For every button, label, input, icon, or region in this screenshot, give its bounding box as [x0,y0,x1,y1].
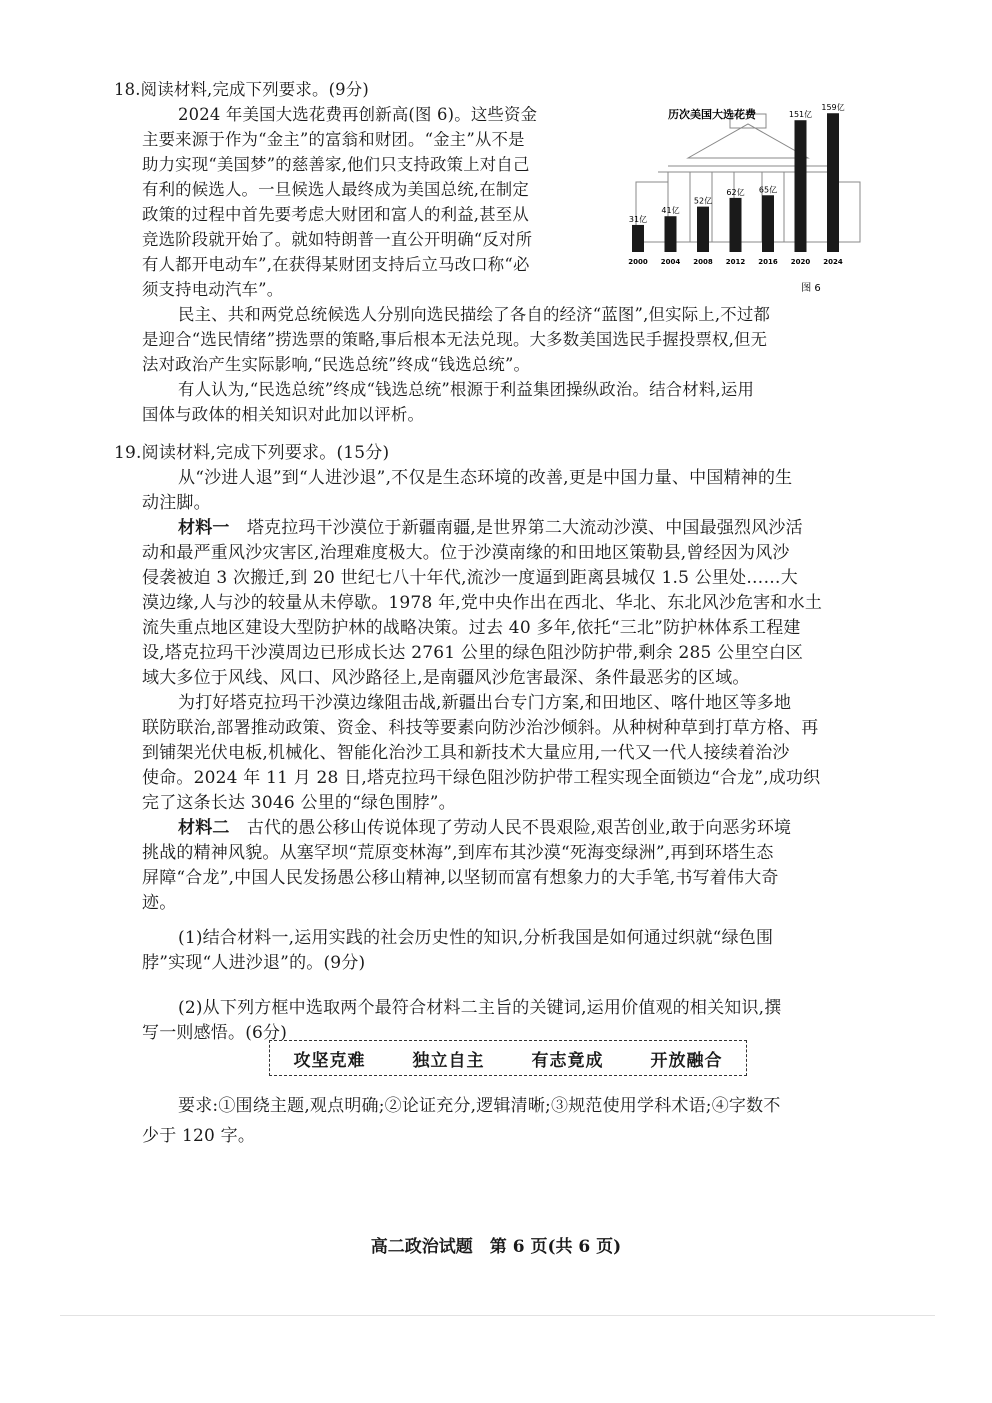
q19-line: 从“沙进人退”到“人进沙退”,不仅是生态环境的改善,更是中国力量、中国精神的生 [178,468,793,488]
q19-line: 动注脚。 [142,493,211,513]
q19-sub2-line: (2)从下列方框中选取两个最符合材料二主旨的关键词,运用价值观的相关知识,撰 [178,998,782,1018]
chart-x-tick-label: 2012 [725,258,746,266]
keyword-box [269,1040,747,1076]
q19-line: 流失重点地区建设大型防护林的战略决策。过去 40 多年,依托“三北”防护林体系工程建 [142,618,801,638]
q18-line: 竞选阶段就开始了。就如特朗普一直公开明确“反对所 [142,230,533,249]
q18-line: 须支持电动汽车”。 [142,280,284,299]
chart-data-label: 65亿 [758,185,778,195]
q18-line: 2024 年美国大选花费再创新高(图 6)。这些资金 [178,105,538,124]
bottom-divider [60,1315,935,1316]
chart-bar [827,113,839,252]
keyword-item: 有志竟成 [531,1050,604,1071]
q19-requirement-line: 要求:①围绕主题,观点明确;②论证充分,逻辑清晰;③规范使用学科术语;④字数不 [178,1096,781,1116]
q18-line: 民主、共和两党总统候选人分别向选民描绘了各自的经济“蓝图”,但实际上,不过都 [178,305,771,324]
q18-line: 政策的过程中首先要考虑大财团和富人的利益,甚至从 [142,205,529,224]
q19-line: 到铺架光伏电板,机械化、智能化治沙工具和新技术大量应用,一代又一代人接续着治沙 [142,743,790,763]
q19-line: 漠边缘,人与沙的较量从未停歇。1978 年,党中央作出在西北、华北、东北风沙危害和水土 [142,593,823,613]
q19-sub1-line: (1)结合材料一,运用实践的社会历史性的知识,分析我国是如何通过织就“绿色围 [178,928,774,948]
chart-caption: 图 6 [801,283,821,294]
chart-canvas [628,100,868,320]
chart-data-label: 31亿 [628,214,648,224]
q19-material2-line [178,816,791,841]
q18-prompt-line: 国体与政体的相关知识对此加以评析。 [142,405,425,424]
material2-label: 材料二 [178,818,230,838]
q18-heading: 18.阅读材料,完成下列要求。(9分) [114,80,369,99]
q19-line: 设,塔克拉玛干沙漠周边已形成长达 2761 公里的绿色阻沙防护带,剩余 285 公里空白区 [142,643,804,663]
q19-heading: 19.阅读材料,完成下列要求。(15分) [114,443,390,463]
chart-x-tick-label: 2024 [823,258,843,266]
q19-line: 域大多位于风线、风口、风沙路径上,是南疆风沙危害最深、条件最恶劣的区域。 [142,668,750,688]
chart-data-label: 62亿 [726,187,745,197]
chart-x-tick-label: 2020 [790,258,811,266]
q19-line: 联防联治,部署推动政策、资金、科技等要素向防沙治沙倾斜。从种树种草到打草方格、再 [142,718,819,738]
q18-line: 是迎合“选民情绪”捞选票的策略,事后根本无法兑现。大多数美国选民手握投票权,但无 [142,330,768,349]
election-spending-chart [628,100,868,320]
material1-label: 材料一 [178,518,230,538]
chart-x-tick-labels [628,258,843,266]
q19-line: 侵袭被迫 3 次搬迁,到 20 世纪七八十年代,流沙一度逼到距离县城仅 1.5 公里处……大 [142,568,798,588]
page-footer: 高二政治试题 第 6 页(共 6 页) [370,1237,622,1257]
q18-line: 有人都开电动车”,在获得某财团支持后立马改口称“必 [142,255,530,274]
chart-data-label: 159亿 [821,103,845,113]
q18-line: 主要来源于作为“金主”的富翁和财团。“金主”从不是 [142,130,525,149]
chart-bar [730,198,742,252]
keyword-item: 开放融合 [650,1050,723,1071]
chart-bar [795,120,807,252]
q19-line-text: 塔克拉玛干沙漠位于新疆南疆,是世界第二大流动沙漠、中国最强烈风沙活 [246,518,803,538]
chart-bar [632,225,644,252]
q19-line: 迹。 [142,893,177,913]
chart-data-label: 52亿 [693,196,713,206]
q19-sub2-line: 写一则感悟。(6分) [142,1023,288,1043]
keyword-item: 攻坚克难 [293,1050,366,1071]
q19-line: 使命。2024 年 11 月 28 日,塔克拉玛干绿色阻沙防护带工程实现全面锁边“合龙”,成功织 [142,768,821,788]
q19-line: 为打好塔克拉玛干沙漠边缘阻击战,新疆出台专门方案,和田地区、喀什地区等多地 [178,693,792,713]
chart-bar [762,195,774,252]
q19-line-text: 古代的愚公移山传说体现了劳动人民不畏艰险,艰苦创业,敢于向恶劣环境 [246,818,792,838]
chart-x-tick-label: 2000 [628,258,648,266]
chart-bars [632,113,839,252]
chart-x-tick-label: 2004 [660,258,681,266]
q19-line: 屏障“合龙”,中国人民发扬愚公移山精神,以坚韧而富有想象力的大手笔,书写着伟大奇 [142,868,779,888]
q19-line: 挑战的精神风貌。从塞罕坝“荒原变林海”,到库布其沙漠“死海变绿洲”,再到环塔生态 [142,843,774,863]
q19-line: 完了这条长达 3046 公里的“绿色围脖”。 [142,793,456,813]
q19-sub1-line: 脖”实现“人进沙退”的。(9分) [142,953,366,973]
q19-requirement-line: 少于 120 字。 [142,1126,256,1146]
chart-bar [697,207,709,252]
q18-line: 有利的候选人。一旦候选人最终成为美国总统,在制定 [142,180,529,199]
q18-prompt-line: 有人认为,“民选总统”终成“钱选总统”根源于利益集团操纵政治。结合材料,运用 [178,380,755,399]
keyword-item: 独立自主 [412,1050,485,1071]
chart-data-label: 151亿 [788,110,813,120]
q18-line: 法对政治产生实际影响,“民选总统”终成“钱选总统”。 [142,355,531,374]
q18-line: 助力实现“美国梦”的慈善家,他们只支持政策上对自己 [142,155,530,174]
chart-x-tick-label: 2016 [758,258,778,266]
chart-x-tick-label: 2008 [693,258,713,266]
chart-title: 历次美国大选花费 [668,108,756,121]
chart-bar [665,216,677,252]
chart-data-label: 41亿 [661,206,680,216]
q19-line: 动和最严重风沙灾害区,治理难度极大。位于沙漠南缘的和田地区策勒县,曾经因为风沙 [142,543,790,563]
q19-material1-line [178,516,803,541]
